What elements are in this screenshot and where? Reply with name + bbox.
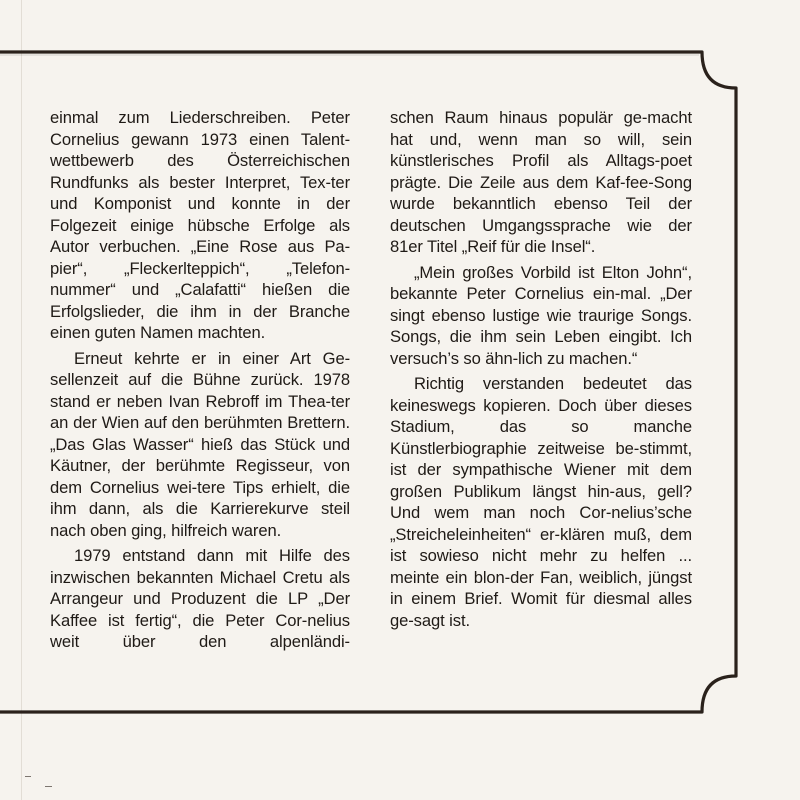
right-paragraph-3: Richtig verstanden bedeutet das keineswegs kopieren. Doch über dieses Stadium, das so manche Künstlerbiographie zeitweise be-stimmt, ist der sympathische Wiener mit dem großen Publikum längst hin-aus, gell? Und wem man noch Cor-nelius’sche „Streicheleinheiten“ er-klären muß, dem ist sowieso nicht mehr zu helfen ... meinte ein blon-der Fan, weiblich, jüngst in einem Brief. Womit für diesmal alles ge-sagt ist. [390, 374, 692, 630]
right-text-column [390, 107, 692, 631]
right-paragraph-2: „Mein großes Vorbild ist Elton John“, bekannte Peter Cornelius ein-mal. „Der singt ebenso lustige wie traurige Songs. Songs, die ihm sein Leben eingibt. Ich versuch’s so ähn-lich zu machen.“ [390, 262, 692, 368]
left-paragraph-3: 1979 entstand dann mit Hilfe des inzwischen bekannten Michael Cretu als Arrangeur und Produzent die LP „Der Kaffee ist fertig“, die Peter Cor-nelius weit über den alpenländi- [50, 546, 350, 651]
left-text-column [50, 107, 350, 653]
right-paragraph-1: schen Raum hinaus populär ge-macht hat und, wenn man so will, sein künstlerisches Profil als Alltags-poet prägte. Die Zeile aus dem Kaf-fee-Song wurde bekanntlich ebenso Teil der deutschen Umgangssprache wie der 81er Titel „Reif für die Insel“. [390, 108, 692, 256]
left-paragraph-1: einmal zum Liederschreiben. Peter Cornelius gewann 1973 einen Talent-wettbewerb des Österreichischen Rundfunks als bester Interpret, Tex-ter und Komponist und konnte in der Folgezeit einige hübsche Erfolge als Autor verbuchen. „Eine Rose aus Pa-pier“, „Fleckerlteppich“, „Telefon-nummer“ und „Calafatti“ hießen die Erfolgslieder, die ihm in der Branche einen guten Namen machten. [50, 108, 350, 342]
paper-mark-1 [25, 776, 31, 777]
left-paragraph-2: Erneut kehrte er in einer Art Ge-sellenzeit auf die Bühne zurück. 1978 stand er neben Ivan Rebroff im Thea-ter an der Wien auf den berühmten Brettern. „Das Glas Wasser“ hieß das Stück und Käutner, der berühmte Regisseur, von dem Cornelius wei-tere Tips erhielt, die ihm dann, als die Karrierekurve steil nach oben ging, hilfreich waren. [50, 348, 350, 540]
paper-mark-2 [45, 786, 52, 787]
